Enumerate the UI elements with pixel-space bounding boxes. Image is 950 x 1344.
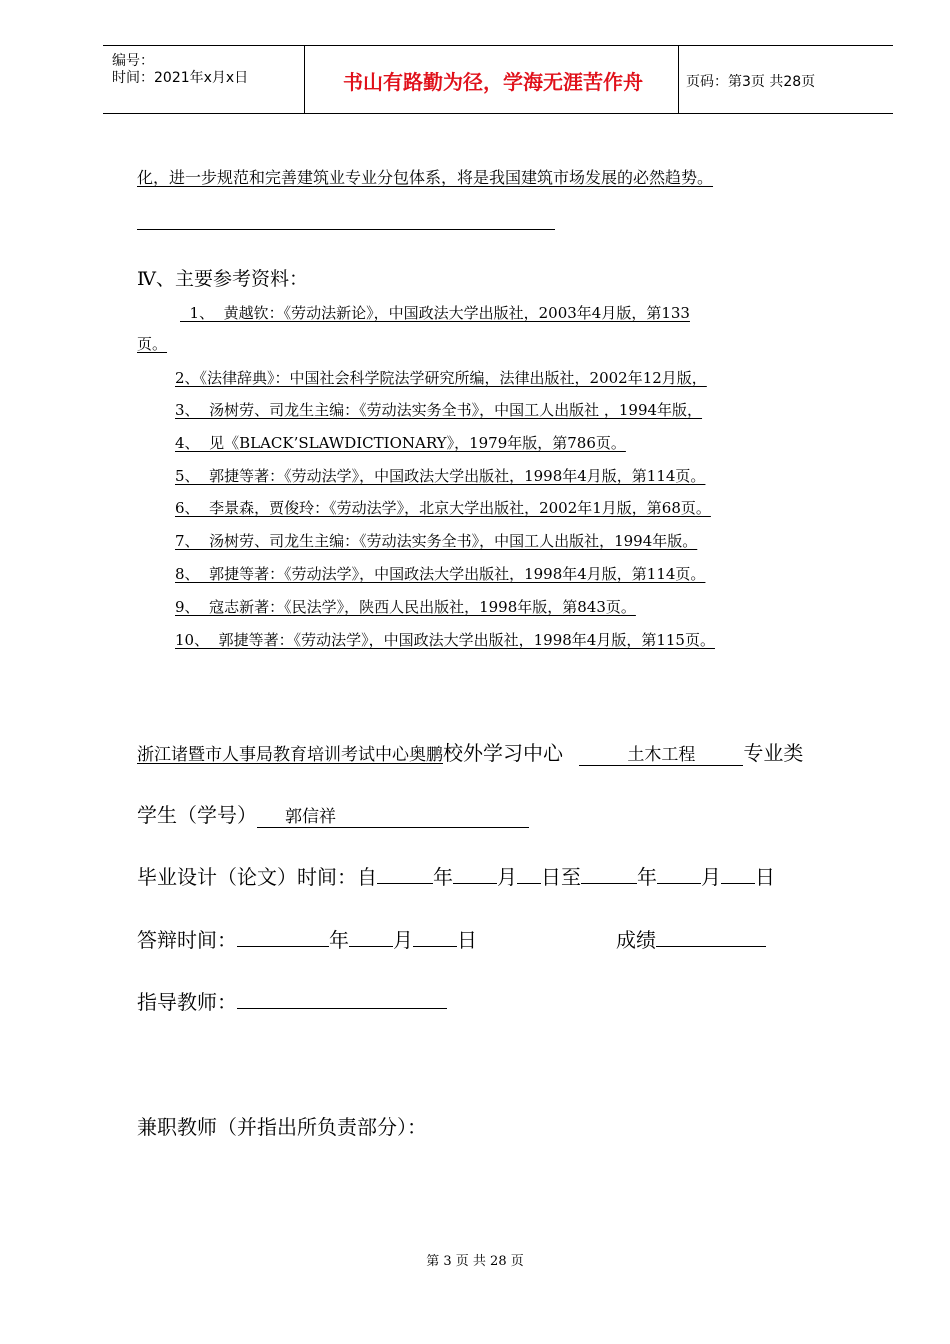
parttime-teacher-line <box>137 1111 427 1140</box>
reference-item: 4、 见《BLACK’SLAWDICTIONARY》，1979年版，第786页。 <box>175 434 626 452</box>
defense-line <box>137 924 477 953</box>
reference-item: 3、 汤树劳、司龙生主编：《劳动法实务全书》，中国工人出版社 ，1994年版， <box>175 401 703 419</box>
header-divider-left <box>304 45 305 113</box>
design-time-line <box>137 861 775 890</box>
reference-item: 7、 汤树劳、司龙生主编：《劳动法实务全书》，中国工人出版社，1994年版。 <box>175 532 698 550</box>
paragraph-tail: 化，进一步规范和完善建筑业专业分包体系，将是我国建筑市场发展的必然趋势。 <box>137 168 714 187</box>
end-month-field[interactable] <box>657 863 701 884</box>
defense-year-field[interactable] <box>237 926 329 947</box>
reference-item: 6、 李景森，贾俊玲：《劳动法学》，北京大学出版社，2002年1月版，第68页。 <box>175 499 711 517</box>
reference-item: 8、 郭捷等著：《劳动法学》，中国政法大学出版社，1998年4月版，第114页。 <box>175 565 706 583</box>
advisor-line <box>137 986 447 1015</box>
year-text: 年 <box>329 928 349 952</box>
references-heading: Ⅳ、主要参考资料： <box>137 268 308 290</box>
defense-day-field[interactable] <box>413 926 457 947</box>
separator-rule <box>137 229 555 230</box>
score-line <box>616 924 766 953</box>
study-center-line <box>137 737 803 766</box>
header-number-label: 编号： <box>112 53 154 69</box>
header-page-info: 页码：第3页 共28页 <box>686 74 816 90</box>
day-text: 日 <box>457 928 477 952</box>
major-suffix: 专业类 <box>743 741 804 765</box>
end-year-field[interactable] <box>581 863 637 884</box>
reference-item: 1、 黄越钦：《劳动法新论》，中国政法大学出版社，2003年4月版，第133 <box>180 304 690 322</box>
major-field[interactable]: 土木工程 <box>579 740 743 766</box>
year-text: 年 <box>433 865 453 889</box>
defense-label: 答辩时间： <box>137 928 237 952</box>
reference-item-continuation: 页。 <box>137 335 168 353</box>
defense-month-field[interactable] <box>349 926 393 947</box>
start-month-field[interactable] <box>453 863 497 884</box>
advisor-field[interactable] <box>237 988 447 1009</box>
page-footer: 第 3 页 共 28 页 <box>426 1254 524 1269</box>
reference-item: 5、 郭捷等著：《劳动法学》，中国政法大学出版社，1998年4月版，第114页。 <box>175 467 706 485</box>
parttime-teacher-label: 兼职教师（并指出所负责部分）： <box>137 1115 427 1139</box>
month-text: 月 <box>393 928 413 952</box>
study-center-suffix: 校外学习中心 <box>443 741 563 765</box>
student-line <box>137 799 529 828</box>
advisor-label: 指导教师： <box>137 990 237 1014</box>
reference-item: 9、 寇志新著：《民法学》，陕西人民出版社，1998年版，第843页。 <box>175 598 636 616</box>
header-motto: 书山有路勤为径，学海无涯苦作舟 <box>343 70 643 94</box>
month-text: 月 <box>497 865 517 889</box>
day-text: 日 <box>755 865 775 889</box>
day-to-text: 日至 <box>541 865 581 889</box>
header-bottom-rule <box>103 113 893 114</box>
student-label: 学生（学号） <box>137 803 257 827</box>
end-day-field[interactable] <box>721 863 755 884</box>
header-time-label: 时间：2021年x月x日 <box>112 70 249 86</box>
start-day-field[interactable] <box>517 863 541 884</box>
header-top-rule <box>103 45 893 46</box>
student-field[interactable]: 郭信祥 <box>257 802 529 828</box>
reference-item: 2、《法律辞典》：中国社会科学院法学研究所编，法律出版社，2002年12月版， <box>175 369 707 387</box>
month-text: 月 <box>701 865 721 889</box>
header-divider-right <box>678 45 679 113</box>
design-time-label: 毕业设计（论文）时间：自 <box>137 865 377 889</box>
study-center-name: 浙江诸暨市人事局教育培训考试中心奥鹏 <box>137 745 443 765</box>
year-text: 年 <box>637 865 657 889</box>
score-field[interactable] <box>656 926 766 947</box>
start-year-field[interactable] <box>377 863 433 884</box>
reference-item: 10、 郭捷等著：《劳动法学》，中国政法大学出版社，1998年4月版，第115页。 <box>175 631 715 649</box>
score-label: 成绩 <box>616 928 656 952</box>
